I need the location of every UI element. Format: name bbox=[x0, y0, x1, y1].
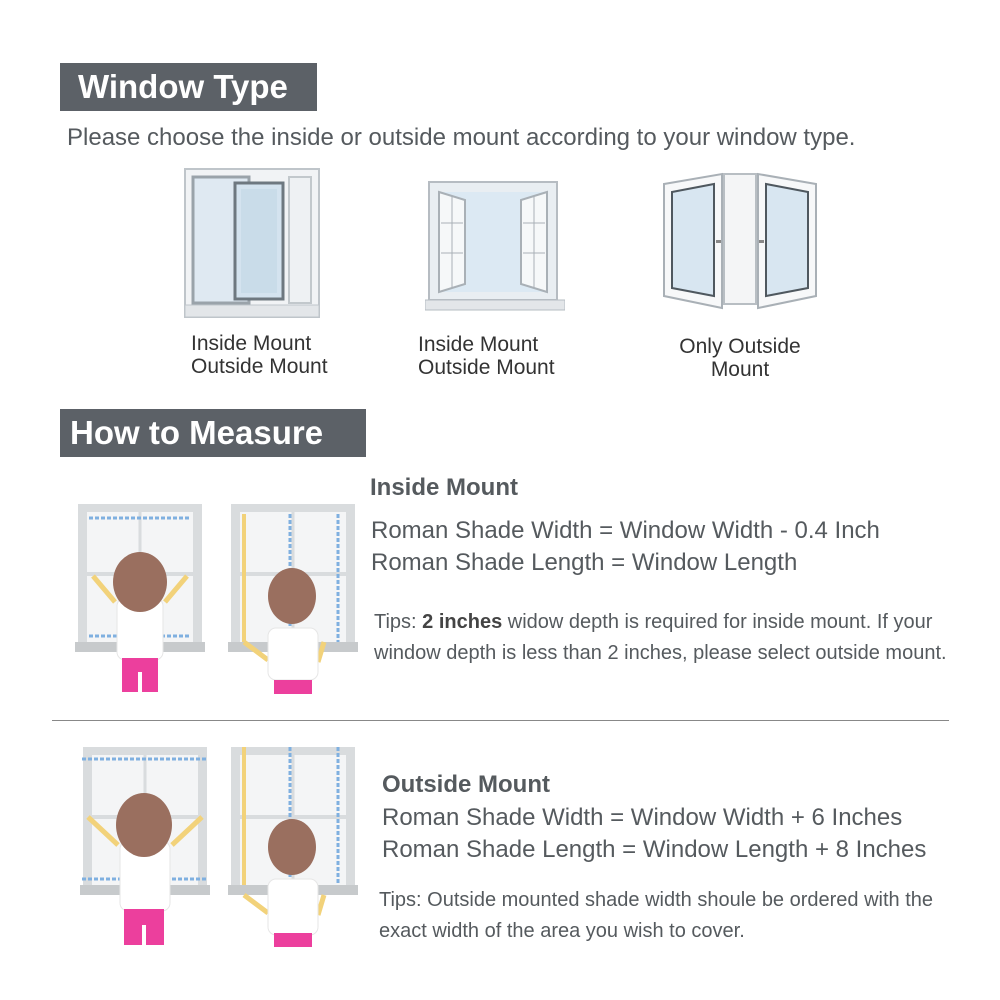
window-type-banner: Window Type bbox=[60, 63, 317, 111]
caption-line: Outside Mount bbox=[191, 355, 328, 378]
caption-line: Mount bbox=[710, 358, 770, 381]
outward-casement-window-illustration bbox=[660, 170, 820, 315]
caption-line: Inside Mount bbox=[418, 333, 539, 356]
window-caption-casement bbox=[418, 333, 555, 379]
window-type-intro: Please choose the inside or outside mount according to your window type. bbox=[67, 124, 856, 151]
inside-mount-formulas bbox=[371, 515, 880, 579]
tips-prefix: Tips: bbox=[374, 611, 423, 633]
inside-width-formula: Roman Shade Width = Window Width - 0.4 Inch bbox=[371, 517, 880, 544]
how-to-measure-banner: How to Measure bbox=[60, 409, 366, 457]
outside-width-formula: Roman Shade Width = Window Width + 6 Inches bbox=[382, 804, 903, 831]
caption-line: Inside Mount bbox=[191, 332, 312, 355]
outside-width-measure-illustration bbox=[80, 745, 210, 950]
tips-highlight: 2 inches bbox=[422, 611, 503, 633]
inside-width-measure-illustration bbox=[75, 502, 205, 697]
outside-mount-tips: Tips: Outside mounted shade width shoule be ordered with the exact width of the area you wish to cover. bbox=[379, 889, 934, 942]
caption-line: Outside Mount bbox=[418, 356, 555, 379]
window-caption-outward bbox=[670, 335, 810, 381]
inside-length-measure-illustration bbox=[228, 502, 358, 697]
caption-line: Only Outside bbox=[679, 335, 801, 358]
inside-mount-tips bbox=[374, 607, 964, 669]
inside-mount-heading: Inside Mount bbox=[370, 474, 518, 501]
inside-length-formula: Roman Shade Length = Window Length bbox=[371, 549, 798, 576]
sliding-window-illustration bbox=[183, 165, 323, 320]
outside-length-measure-illustration bbox=[228, 745, 358, 950]
casement-window-illustration bbox=[425, 178, 565, 318]
tips-text: widow depth is required for inside mount. If your window depth is less than 2 inches, please select outside mount. bbox=[374, 611, 947, 664]
section-divider bbox=[52, 720, 949, 721]
outside-length-formula: Roman Shade Length = Window Length + 8 Inches bbox=[382, 836, 927, 863]
outside-mount-heading: Outside Mount bbox=[382, 771, 550, 798]
outside-mount-formulas bbox=[382, 802, 926, 866]
window-caption-sliding bbox=[191, 332, 328, 378]
